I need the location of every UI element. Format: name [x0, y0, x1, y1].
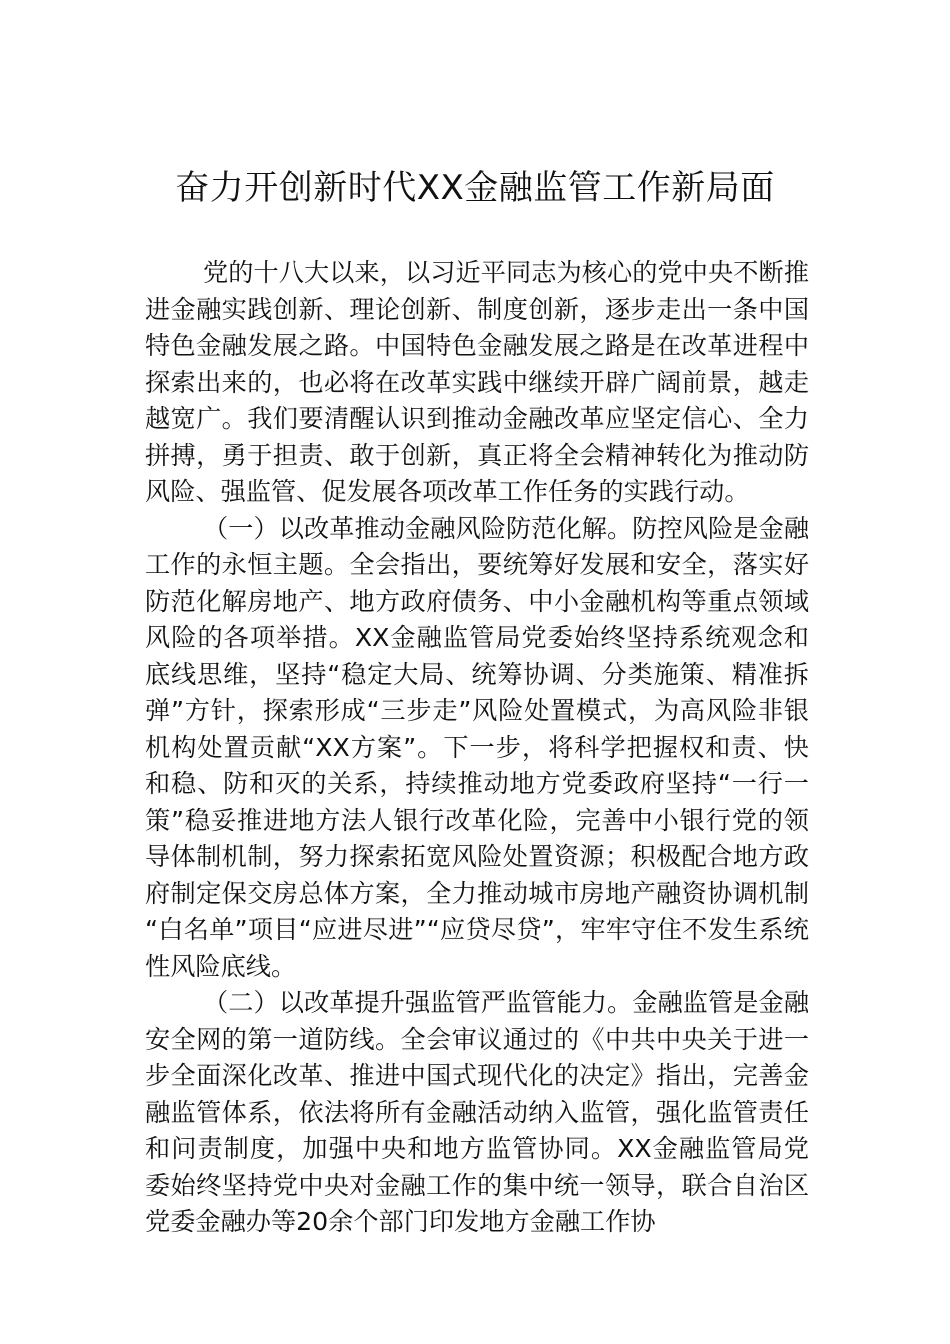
paragraph-intro: 党的十八大以来，以习近平同志为核心的党中央不断推进金融实践创新、理论创新、制度创新，逐步走出一条中国特色金融发展之路。中国特色金融发展之路是在改革进程中探索出来的，也必将在改革实践中继续开辟广阔前景，越走越宽广。我们要清醒认识到推动金融改革应坚定信心、全力拼搏，勇于担责、敢于创新，真正将全会精神转化为推动防风险、强监管、促发展各项改革工作任务的实践行动。 — [145, 258, 809, 506]
paragraph-section-1: （一）以改革推动金融风险防范化解。防控风险是金融工作的永恒主题。全会指出，要统筹好发展和安全，落实好防范化解房地产、地方政府债务、中小金融机构等重点领域风险的各项举措。XX金融监管局党委始终坚持系统观念和底线思维，坚持“稳定大局、统筹协调、分类施策、精准拆弹”方针，探索形成“三步走”风险处置模式，为高风险非银机构处置贡献“XX方案”。下一步，将科学把握权和责、快和稳、防和灭的关系，持续推动地方党委政府坚持“一行一策”稳妥推进地方法人银行改革化险，完善中小银行党的领导体制机制，努力探索拓宽风险处置资源；积极配合地方政府制定保交房总体方案，全力推动城市房地产融资协调机制“白名单”项目“应进尽进”“应贷尽贷”，牢牢守住不发生系统性风险底线。 — [145, 513, 809, 981]
document-body — [145, 255, 809, 1241]
document-title: 奋力开创新时代XX金融监管工作新局面 — [175, 168, 775, 208]
paragraph-section-2: （二）以改革提升强监管严监管能力。金融监管是金融安全网的第一道防线。全会审议通过的《中共中央关于进一步全面深化改革、推进中国式现代化的决定》指出，完善金融监管体系，依法将所有金融活动纳入监管，强化监管责任和问责制度，加强中央和地方监管协同。XX金融监管局党委始终坚持党中央对金融工作的集中统一领导，联合自治区党委金融办等20余个部门印发地方金融工作协 — [145, 988, 809, 1236]
